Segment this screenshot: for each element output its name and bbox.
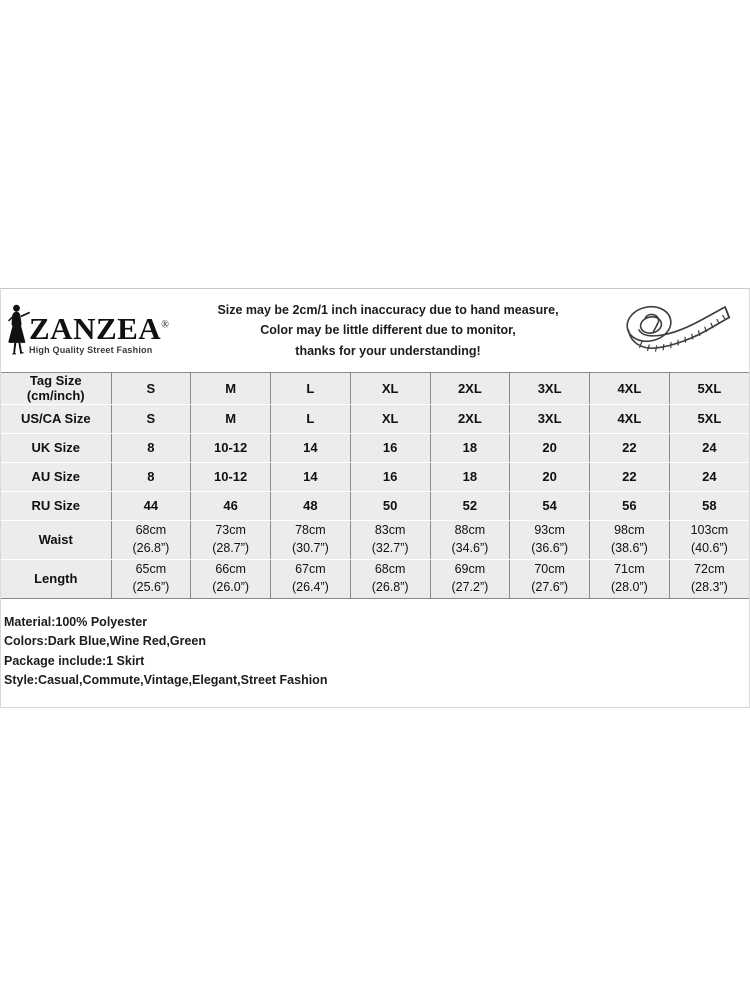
- cell-ru-size-1: 46: [191, 491, 271, 520]
- cell-uk-size-0: 8: [111, 433, 191, 462]
- row-label-waist: Waist: [1, 520, 111, 559]
- cell-ru-size-5: 54: [510, 491, 590, 520]
- cell-waist-6: [590, 520, 670, 559]
- cell-au-size-1: 10-12: [191, 462, 271, 491]
- cell-length-7: [669, 559, 749, 598]
- row-label-us-ca-size: US/CA Size: [1, 404, 111, 433]
- cell-length-5-imperial: (27.6”): [531, 579, 569, 594]
- cell-waist-7: [669, 520, 749, 559]
- brand-wordmark: [29, 311, 170, 347]
- cell-length-6-metric: 71cm: [614, 561, 645, 576]
- cell-us-ca-size-0: S: [111, 404, 191, 433]
- cell-length-1: [191, 559, 271, 598]
- cell-length-3-imperial: (26.8”): [371, 579, 409, 594]
- cell-au-size-2: 14: [271, 462, 351, 491]
- cell-tag-size-6: 4XL: [590, 373, 670, 404]
- measuring-tape-icon: [611, 300, 743, 362]
- cell-au-size-5: 20: [510, 462, 590, 491]
- cell-length-2: [271, 559, 351, 598]
- cell-uk-size-4: 18: [430, 433, 510, 462]
- cell-us-ca-size-3: XL: [350, 404, 430, 433]
- detail-style: Style:Casual,Commute,Vintage,Elegant,Street Fashion: [4, 673, 328, 688]
- cell-ru-size-7: 58: [669, 491, 749, 520]
- cell-waist-1-imperial: (28.7”): [212, 540, 250, 555]
- cell-waist-3: [350, 520, 430, 559]
- cell-waist-5-imperial: (36.6”): [531, 540, 569, 555]
- notice-line-3: thanks for your understanding!: [295, 343, 481, 358]
- table-row-tag-size: [1, 373, 749, 404]
- row-label-tag-size-units: (cm/inch): [26, 388, 85, 404]
- row-label-ru-size: RU Size: [1, 491, 111, 520]
- cell-waist-0: [111, 520, 191, 559]
- cell-length-2-metric: 67cm: [295, 561, 326, 576]
- table-row-us-ca-size: [1, 404, 749, 433]
- cell-waist-0-metric: 68cm: [135, 522, 167, 537]
- cell-length-5: [510, 559, 590, 598]
- size-chart-sheet: [0, 288, 750, 708]
- cell-ru-size-3: 50: [350, 491, 430, 520]
- cell-waist-2: [271, 520, 351, 559]
- cell-waist-1-metric: 73cm: [215, 522, 246, 537]
- cell-au-size-7: 24: [669, 462, 749, 491]
- cell-uk-size-3: 16: [350, 433, 430, 462]
- cell-waist-0-imperial: (26.8”): [132, 540, 170, 555]
- cell-length-7-imperial: (28.3”): [690, 579, 728, 594]
- row-label-au-size: AU Size: [1, 462, 111, 491]
- cell-waist-3-imperial: (32.7”): [371, 540, 409, 555]
- cell-length-1-metric: 66cm: [215, 561, 246, 576]
- cell-au-size-0: 8: [111, 462, 191, 491]
- cell-waist-2-imperial: (30.7”): [291, 540, 329, 555]
- cell-length-0-imperial: (25.6”): [132, 579, 170, 594]
- table-row-au-size: [1, 462, 749, 491]
- detail-package: Package include:1 Skirt: [4, 653, 145, 668]
- brand-name: ZANZEA: [29, 311, 162, 347]
- cell-length-0-metric: 65cm: [135, 561, 167, 576]
- row-label-uk-size: UK Size: [1, 433, 111, 462]
- table-row-waist: [1, 520, 749, 559]
- cell-length-3-metric: 68cm: [374, 561, 406, 576]
- cell-waist-4: [430, 520, 510, 559]
- cell-ru-size-6: 56: [590, 491, 670, 520]
- cell-length-6: [590, 559, 670, 598]
- cell-tag-size-2: L: [271, 373, 351, 404]
- cell-au-size-4: 18: [430, 462, 510, 491]
- cell-uk-size-1: 10-12: [191, 433, 271, 462]
- cell-au-size-6: 22: [590, 462, 670, 491]
- cell-length-7-metric: 72cm: [694, 561, 725, 576]
- woman-silhouette-icon: [5, 303, 31, 355]
- cell-tag-size-4: 2XL: [430, 373, 510, 404]
- row-label-tag-size-title: Tag Size: [29, 373, 82, 388]
- cell-waist-2-metric: 78cm: [295, 522, 326, 537]
- cell-waist-4-metric: 88cm: [454, 522, 486, 537]
- cell-waist-4-imperial: (34.6”): [451, 540, 489, 555]
- cell-tag-size-1: M: [191, 373, 271, 404]
- cell-tag-size-5: 3XL: [510, 373, 590, 404]
- cell-length-4: [430, 559, 510, 598]
- detail-material: Material:100% Polyester: [4, 614, 148, 629]
- product-details: [1, 599, 749, 707]
- cell-waist-3-metric: 83cm: [374, 522, 406, 537]
- registered-mark: ®: [161, 319, 170, 331]
- brand-text: [29, 311, 170, 355]
- cell-us-ca-size-4: 2XL: [430, 404, 510, 433]
- cell-waist-6-metric: 98cm: [614, 522, 645, 537]
- cell-tag-size-7: 5XL: [669, 373, 749, 404]
- brand-logo: [5, 303, 170, 359]
- cell-uk-size-6: 22: [590, 433, 670, 462]
- table-row-ru-size: [1, 491, 749, 520]
- cell-ru-size-0: 44: [111, 491, 191, 520]
- cell-length-1-imperial: (26.0”): [212, 579, 250, 594]
- cell-us-ca-size-6: 4XL: [590, 404, 670, 433]
- cell-length-4-metric: 69cm: [454, 561, 486, 576]
- cell-us-ca-size-1: M: [191, 404, 271, 433]
- brand-tagline: High Quality Street Fashion: [29, 344, 153, 355]
- cell-ru-size-2: 48: [271, 491, 351, 520]
- cell-length-4-imperial: (27.2”): [451, 579, 489, 594]
- cell-waist-5-metric: 93cm: [534, 522, 565, 537]
- cell-ru-size-4: 52: [430, 491, 510, 520]
- cell-tag-size-0: S: [111, 373, 191, 404]
- cell-tag-size-3: XL: [350, 373, 430, 404]
- cell-length-2-imperial: (26.4”): [291, 579, 329, 594]
- cell-uk-size-7: 24: [669, 433, 749, 462]
- cell-length-5-metric: 70cm: [534, 561, 565, 576]
- row-label-length: Length: [1, 559, 111, 598]
- cell-waist-7-metric: 103cm: [690, 522, 729, 537]
- cell-length-6-imperial: (28.0”): [610, 579, 648, 594]
- chart-header: [1, 289, 749, 373]
- detail-colors: Colors:Dark Blue,Wine Red,Green: [4, 634, 207, 649]
- cell-us-ca-size-2: L: [271, 404, 351, 433]
- cell-length-3: [350, 559, 430, 598]
- cell-uk-size-5: 20: [510, 433, 590, 462]
- cell-au-size-3: 16: [350, 462, 430, 491]
- row-label-tag-size: [1, 373, 111, 404]
- table-row-uk-size: [1, 433, 749, 462]
- notice-line-2: Color may be little different due to monitor,: [260, 323, 516, 338]
- cell-length-0: [111, 559, 191, 598]
- notice-line-1: Size may be 2cm/1 inch inaccuracy due to hand measure,: [217, 303, 559, 318]
- cell-waist-7-imperial: (40.6”): [690, 540, 728, 555]
- table-row-length: [1, 559, 749, 598]
- cell-waist-5: [510, 520, 590, 559]
- cell-uk-size-2: 14: [271, 433, 351, 462]
- size-chart-table: [1, 373, 749, 599]
- cell-waist-6-imperial: (38.6”): [610, 540, 648, 555]
- cell-us-ca-size-7: 5XL: [669, 404, 749, 433]
- cell-waist-1: [191, 520, 271, 559]
- cell-us-ca-size-5: 3XL: [510, 404, 590, 433]
- measurement-notice: [165, 300, 611, 361]
